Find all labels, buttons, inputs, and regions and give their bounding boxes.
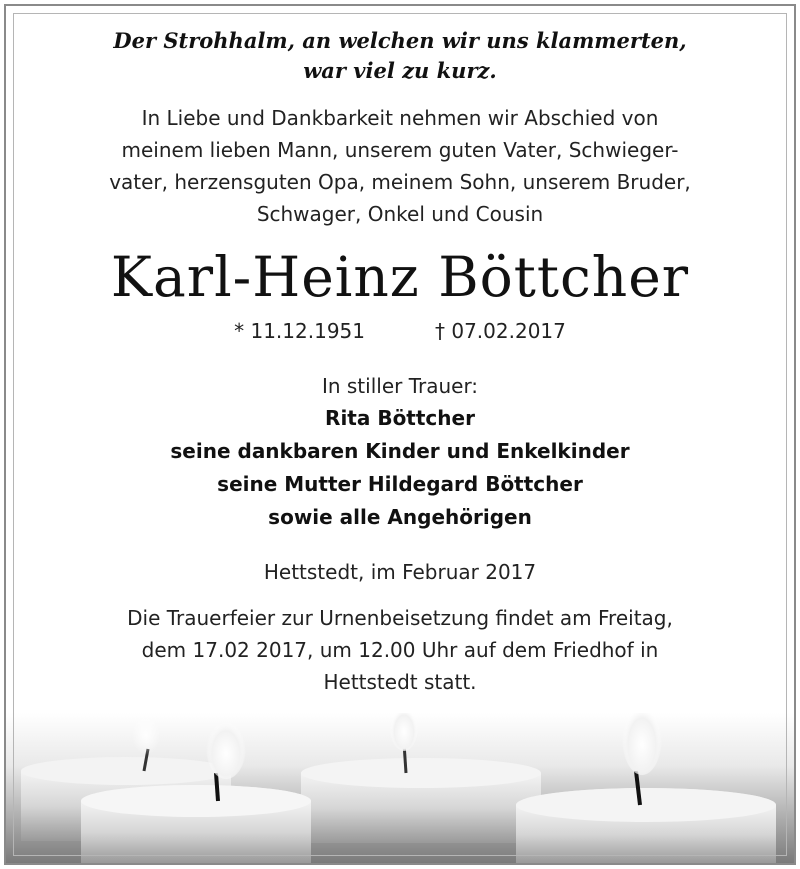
- ceremony-info: [40, 602, 760, 698]
- candles-image: [6, 713, 794, 863]
- mourning-heading: In stiller Trauer:: [321, 374, 479, 398]
- motto: [0, 26, 800, 86]
- motto-line: Der Strohhalm, an welchen wir uns klammerten,: [113, 28, 687, 53]
- intro-text: [40, 102, 760, 230]
- ceremony-line: dem 17.02 2017, um 12.00 Uhr auf dem Friedhof in: [141, 638, 659, 662]
- intro-line: vater, herzensguten Opa, meinem Sohn, unserem Bruder,: [109, 170, 691, 194]
- intro-line: meinem lieben Mann, unserem guten Vater, Schwieger-: [121, 138, 679, 162]
- mourners-list: [0, 402, 800, 534]
- mourner: seine dankbaren Kinder und Enkelkinder: [170, 439, 630, 463]
- ceremony-line: Die Trauerfeier zur Urnenbeisetzung findet am Freitag,: [127, 606, 673, 630]
- mourner: seine Mutter Hildegard Böttcher: [217, 472, 583, 496]
- ceremony-line: Hettstedt statt.: [323, 670, 477, 694]
- deceased-name: Karl-Heinz Böttcher: [110, 245, 690, 309]
- intro-line: Schwager, Onkel und Cousin: [256, 202, 544, 226]
- birth-date: * 11.12.1951: [234, 319, 365, 343]
- place-date: Hettstedt, im Februar 2017: [263, 560, 537, 584]
- life-dates: [0, 316, 800, 346]
- mourner: sowie alle Angehörigen: [268, 505, 532, 529]
- motto-line: war viel zu kurz.: [303, 58, 497, 83]
- mourner: Rita Böttcher: [325, 406, 475, 430]
- intro-line: In Liebe und Dankbarkeit nehmen wir Abschied von: [141, 106, 659, 130]
- death-date: † 07.02.2017: [435, 319, 566, 343]
